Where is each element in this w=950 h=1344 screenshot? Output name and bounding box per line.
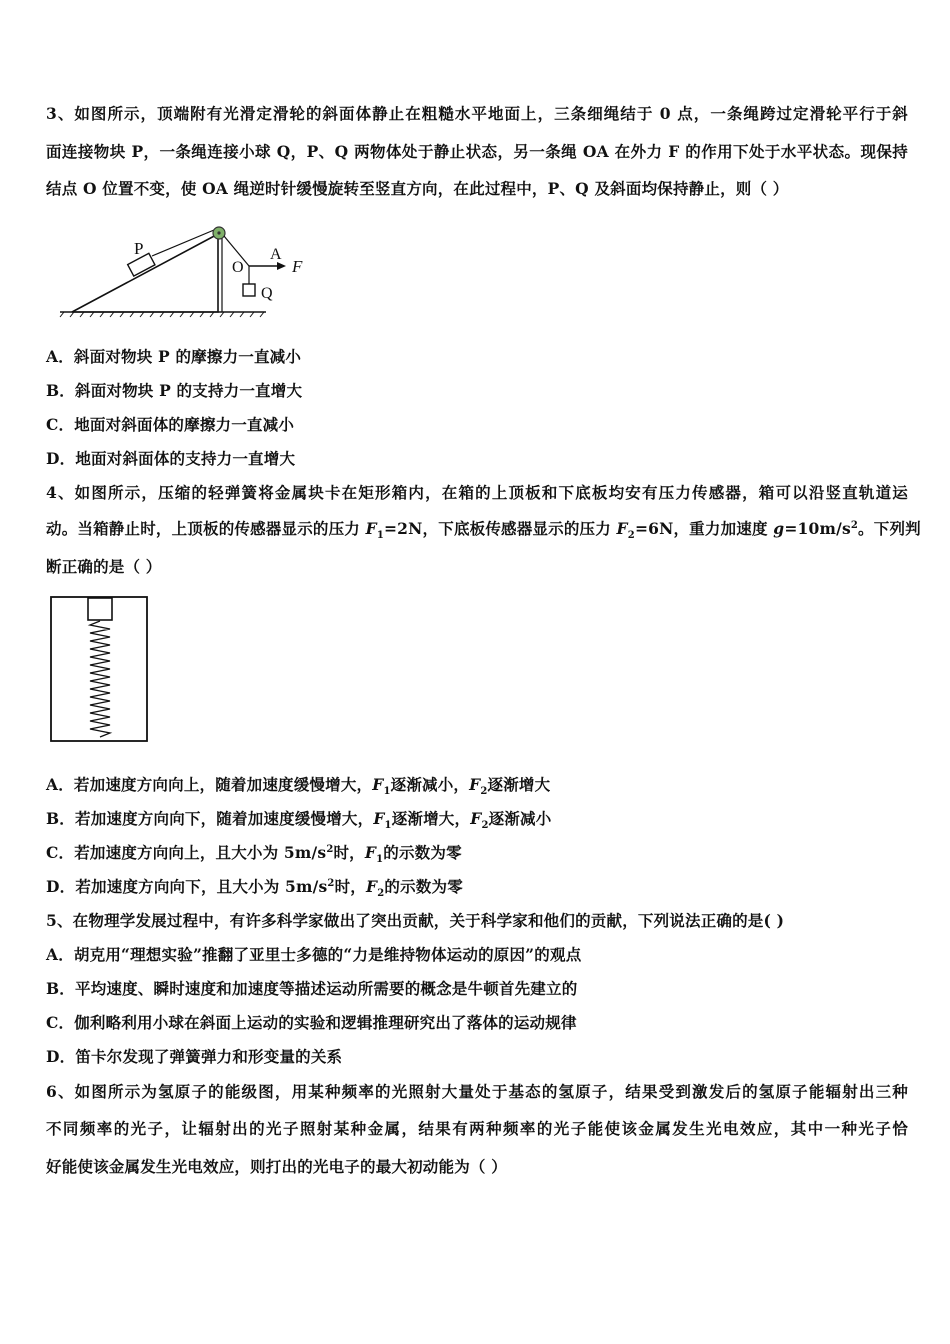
spring bbox=[90, 621, 110, 737]
metal-block bbox=[88, 598, 112, 620]
q6-stem-line-2: 不同频率的光子，让辐射出的光子照射某种金属，结果有两种频率的光子能使该金属发生光电效应，其中一种光子恰 bbox=[46, 1119, 908, 1138]
ball-q bbox=[243, 284, 255, 296]
label-q: Q bbox=[261, 285, 273, 302]
q4-option-a: A．若加速度方向向上，随着加速度缓慢增大，$F_1$逐渐减小，$F_2$逐渐增大 bbox=[46, 775, 551, 798]
q3-stem-line-1: 3、如图所示，顶端附有光滑定滑轮的斜面体静止在粗糙水平地面上，三条细绳结于 0 点，一条绳跨过定滑轮平行于斜 bbox=[46, 104, 908, 123]
q3-incline-pulley-figure bbox=[56, 220, 326, 324]
q4-spring-box-figure bbox=[48, 594, 152, 744]
label-p: P bbox=[134, 239, 144, 258]
q5-option-d: D．笛卡尔发现了弹簧弹力和形变量的关系 bbox=[46, 1047, 343, 1066]
q4-stem-line-2: 动。当箱静止时，上顶板的传感器显示的压力 $F_1=2N$，下底板传感器显示的压力 $F_2=6N$，重力加速度 $g=10m/s^2$。下列判 bbox=[46, 519, 921, 542]
q5-option-a: A．胡克用“理想实验”推翻了亚里士多德的“力是维持物体运动的原因”的观点 bbox=[46, 945, 582, 964]
q4-option-c: C．若加速度方向向上，且大小为 $5m/s^2$时，$F_1$的示数为零 bbox=[46, 843, 462, 866]
q4-option-d: D．若加速度方向向下，且大小为 $5m/s^2$时，$F_2$的示数为零 bbox=[46, 877, 463, 900]
q3-option-a: A．斜面对物块 P 的摩擦力一直减小 bbox=[46, 347, 302, 366]
q6-stem-line-3: 好能使该金属发生光电效应，则打出的光电子的最大初动能为（ ） bbox=[46, 1157, 507, 1176]
incline-body bbox=[72, 234, 218, 312]
label-f: F bbox=[292, 257, 303, 276]
q6-stem-line-1: 6、如图所示为氢原子的能级图，用某种频率的光照射大量处于基态的氢原子，结果受到激发后的氢原子能辐射出三种 bbox=[46, 1082, 908, 1101]
q3-option-d: D．地面对斜面体的支持力一直增大 bbox=[46, 449, 296, 468]
q4-stem-line-3: 断正确的是（ ） bbox=[46, 557, 162, 576]
label-a: A bbox=[270, 246, 282, 263]
q4-option-b: B．若加速度方向向下，随着加速度缓慢增大，$F_1$逐渐增大，$F_2$逐渐减小 bbox=[46, 809, 552, 832]
q5-stem: 5、在物理学发展过程中，有许多科学家做出了突出贡献，关于科学家和他们的贡献，下列说法正确的是( ) bbox=[46, 911, 785, 930]
q3-option-c: C．地面对斜面体的摩擦力一直减小 bbox=[46, 415, 295, 434]
q5-option-b: B．平均速度、瞬时速度和加速度等描述运动所需要的概念是牛顿首先建立的 bbox=[46, 979, 578, 998]
label-o: O bbox=[232, 259, 244, 276]
q5-option-c: C．伽利略利用小球在斜面上运动的实验和逻辑推理研究出了落体的运动规律 bbox=[46, 1013, 577, 1032]
q3-option-b: B．斜面对物块 P 的支持力一直增大 bbox=[46, 381, 303, 400]
q4-stem-line-1: 4、如图所示，压缩的轻弹簧将金属块卡在矩形箱内，在箱的上顶板和下底板均安有压力传感器，箱可以沿竖直轨道运 bbox=[46, 483, 908, 502]
q3-stem-line-3: 结点 O 位置不变，使 OA 绳逆时针缓慢旋转至竖直方向，在此过程中，P、Q 及斜面均保持静止，则（ ） bbox=[46, 179, 789, 198]
q3-stem-line-2: 面连接物块 P，一条绳连接小球 Q，P、Q 两物体处于静止状态，另一条绳 OA 在外力 F 的作用下处于水平状态。现保持 bbox=[46, 142, 908, 161]
force-arrow-icon bbox=[277, 262, 286, 270]
